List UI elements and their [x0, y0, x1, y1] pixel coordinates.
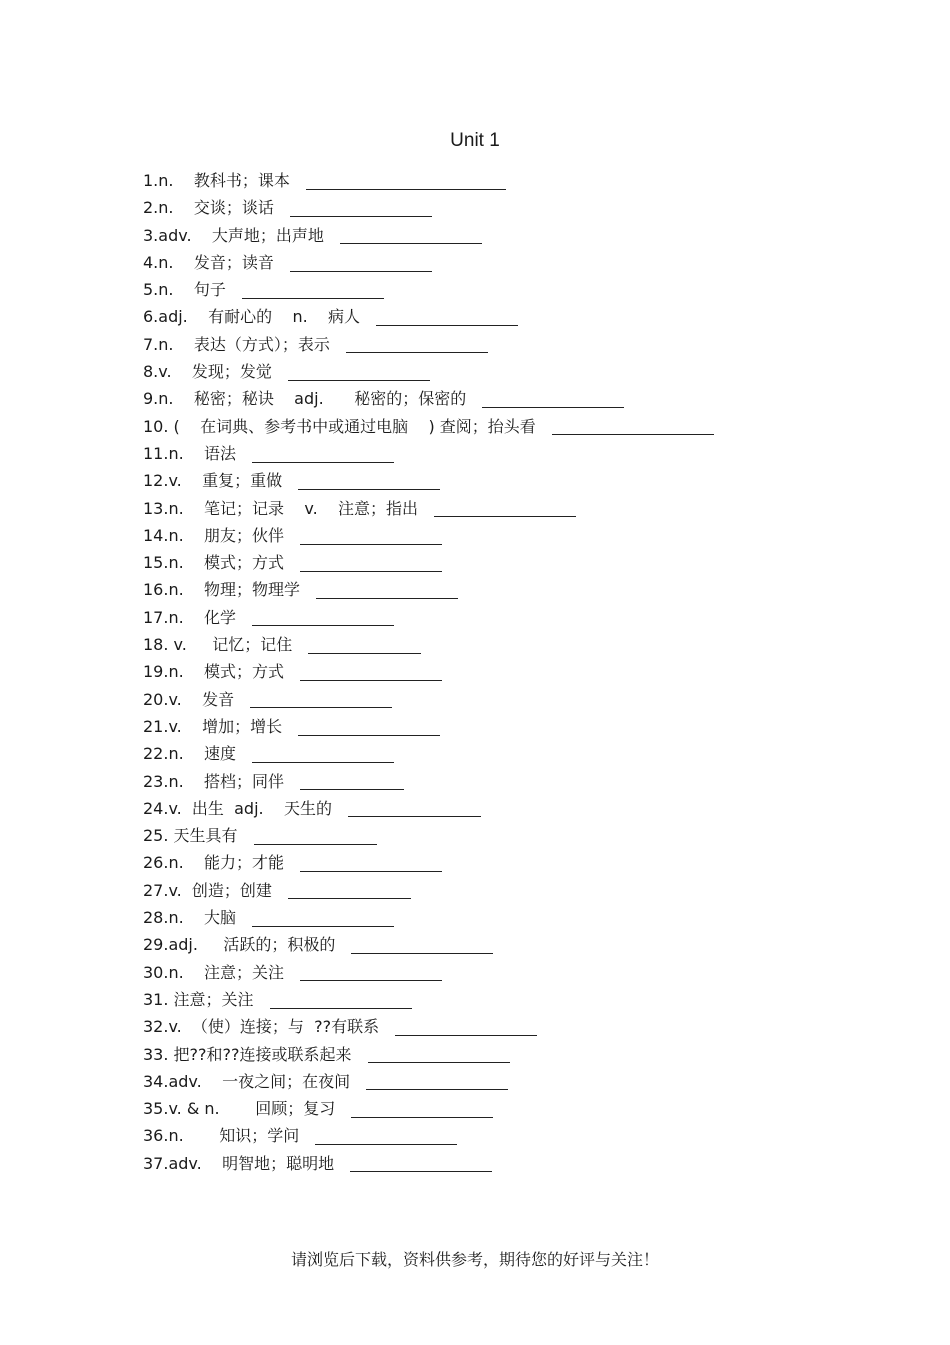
vocab-item [143, 331, 714, 358]
answer-blank[interactable] [308, 636, 421, 654]
vocab-prompt: 11.n. 语法 [143, 443, 237, 463]
vocab-prompt: 16.n. 物理；物理学 [143, 580, 301, 600]
vocab-item [143, 194, 714, 221]
vocab-prompt: 32.v. （使）连接；与 ??有联系 [143, 1017, 380, 1037]
vocabulary-list [143, 167, 714, 1177]
vocab-item [143, 276, 714, 303]
answer-blank[interactable] [290, 199, 432, 217]
vocab-item [143, 1095, 714, 1122]
vocab-prompt: 31. 注意；关注 [143, 989, 254, 1009]
answer-blank[interactable] [300, 554, 442, 572]
vocab-item [143, 604, 714, 631]
vocab-item [143, 1013, 714, 1040]
vocab-item [143, 167, 714, 194]
answer-blank[interactable] [252, 745, 394, 763]
answer-blank[interactable] [298, 718, 440, 736]
vocab-item [143, 713, 714, 740]
answer-blank[interactable] [300, 527, 442, 545]
vocab-prompt: 3.adv. 大声地；出声地 [143, 225, 324, 245]
answer-blank[interactable] [340, 226, 482, 244]
answer-blank[interactable] [270, 991, 412, 1009]
answer-blank[interactable] [366, 1072, 508, 1090]
vocab-prompt: 6.adj. 有耐心的 n. 病人 [143, 307, 361, 327]
vocab-item [143, 249, 714, 276]
answer-blank[interactable] [346, 335, 488, 353]
vocab-prompt: 21.v. 增加；增长 [143, 716, 283, 736]
vocab-item [143, 686, 714, 713]
vocab-item [143, 986, 714, 1013]
answer-blank[interactable] [306, 172, 506, 190]
vocab-prompt: 26.n. 能力；才能 [143, 853, 285, 873]
vocab-prompt: 23.n. 搭档；同伴 [143, 771, 285, 791]
answer-blank[interactable] [300, 663, 442, 681]
answer-blank[interactable] [300, 854, 442, 872]
answer-blank[interactable] [300, 772, 404, 790]
vocab-item [143, 1041, 714, 1068]
vocab-item [143, 549, 714, 576]
vocab-item [143, 1068, 714, 1095]
vocab-item [143, 522, 714, 549]
vocab-prompt: 36.n. 知识；学问 [143, 1126, 300, 1146]
answer-blank[interactable] [316, 581, 458, 599]
answer-blank[interactable] [348, 799, 481, 817]
vocab-item [143, 658, 714, 685]
vocab-prompt: 12.v. 重复；重做 [143, 471, 283, 491]
answer-blank[interactable] [290, 254, 432, 272]
vocab-item [143, 222, 714, 249]
vocab-prompt: 27.v. 创造；创建 [143, 880, 272, 900]
answer-blank[interactable] [252, 909, 394, 927]
vocab-item [143, 795, 714, 822]
vocab-prompt: 7.n. 表达（方式）；表示 [143, 334, 330, 354]
vocab-prompt: 9.n. 秘密；秘诀 adj. 秘密的；保密的 [143, 389, 467, 409]
vocab-prompt: 15.n. 模式；方式 [143, 553, 285, 573]
answer-blank[interactable] [252, 445, 394, 463]
vocab-prompt: 8.v. 发现；发觉 [143, 362, 272, 382]
footer-note: 请浏览后下载，资料供参考，期待您的好评与关注！ [290, 1250, 659, 1269]
answer-blank[interactable] [368, 1045, 510, 1063]
page-title: Unit 1 [450, 130, 500, 151]
answer-blank[interactable] [351, 936, 493, 954]
vocab-item [143, 959, 714, 986]
vocab-prompt: 2.n. 交谈；谈话 [143, 198, 274, 218]
vocab-prompt: 24.v. 出生 adj. 天生的 [143, 798, 332, 818]
vocab-item [143, 467, 714, 494]
vocab-item [143, 904, 714, 931]
vocab-item [143, 1150, 714, 1177]
vocab-item [143, 358, 714, 385]
answer-blank[interactable] [288, 363, 430, 381]
answer-blank[interactable] [300, 963, 442, 981]
answer-blank[interactable] [350, 1154, 492, 1172]
vocab-prompt: 20.v. 发音 [143, 689, 235, 709]
vocab-prompt: 30.n. 注意；关注 [143, 962, 285, 982]
vocab-item [143, 1122, 714, 1149]
vocab-item [143, 877, 714, 904]
answer-blank[interactable] [254, 827, 377, 845]
answer-blank[interactable] [252, 608, 394, 626]
vocab-prompt: 14.n. 朋友；伙伴 [143, 525, 285, 545]
answer-blank[interactable] [242, 281, 384, 299]
vocab-prompt: 17.n. 化学 [143, 607, 237, 627]
answer-blank[interactable] [395, 1018, 537, 1036]
answer-blank[interactable] [552, 417, 714, 435]
vocab-prompt: 35.v. & n. 回顾；复习 [143, 1099, 336, 1119]
answer-blank[interactable] [288, 881, 411, 899]
answer-blank[interactable] [482, 390, 624, 408]
vocab-item [143, 822, 714, 849]
vocab-prompt: 25. 天生具有 [143, 826, 238, 846]
answer-blank[interactable] [250, 690, 392, 708]
answer-blank[interactable] [351, 1100, 493, 1118]
vocab-prompt: 4.n. 发音；读音 [143, 252, 274, 272]
vocab-item [143, 413, 714, 440]
answer-blank[interactable] [376, 308, 518, 326]
answer-blank[interactable] [298, 472, 440, 490]
vocab-prompt: 1.n. 教科书；课本 [143, 171, 290, 190]
vocab-prompt: 13.n. 笔记；记录 v. 注意；指出 [143, 498, 419, 518]
vocab-item [143, 768, 714, 795]
vocab-item [143, 849, 714, 876]
vocab-prompt: 22.n. 速度 [143, 744, 237, 764]
vocab-prompt: 10. ( 在词典、参考书中或通过电脑 ) 查阅；抬头看 [143, 416, 536, 436]
vocab-prompt: 33. 把??和??连接或联系起来 [143, 1044, 352, 1064]
vocab-item [143, 495, 714, 522]
vocab-item [143, 440, 714, 467]
vocab-prompt: 28.n. 大脑 [143, 908, 237, 928]
answer-blank[interactable] [315, 1127, 457, 1145]
vocab-prompt: 5.n. 句子 [143, 280, 226, 300]
vocab-prompt: 37.adv. 明智地；聪明地 [143, 1153, 335, 1173]
vocab-item [143, 931, 714, 958]
vocab-item [143, 385, 714, 412]
vocab-item [143, 303, 714, 330]
vocab-item [143, 740, 714, 767]
vocab-prompt: 34.adv. 一夜之间；在夜间 [143, 1071, 351, 1091]
vocab-item [143, 576, 714, 603]
vocab-prompt: 19.n. 模式；方式 [143, 662, 285, 682]
vocab-prompt: 29.adj. 活跃的；积极的 [143, 935, 336, 955]
answer-blank[interactable] [434, 499, 576, 517]
vocab-prompt: 18. v. 记忆；记住 [143, 635, 293, 655]
vocab-item [143, 631, 714, 658]
